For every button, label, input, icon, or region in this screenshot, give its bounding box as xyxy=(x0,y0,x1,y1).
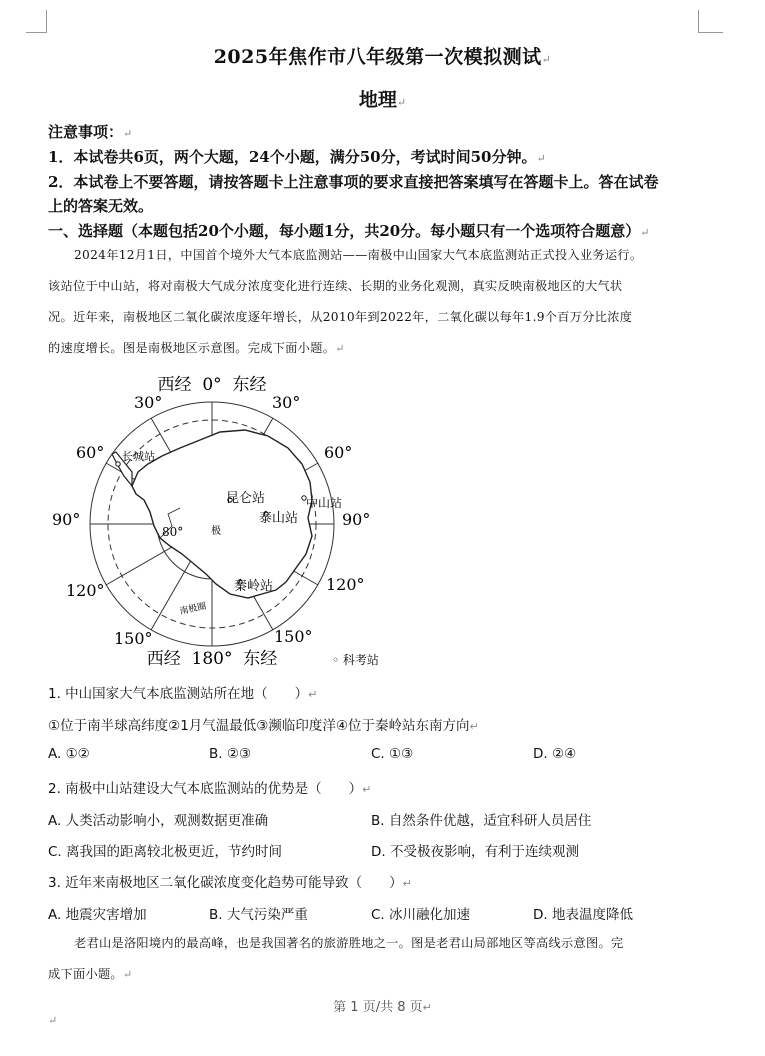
lon-120w-label: 120° xyxy=(66,581,105,600)
question-3-stem: 3. 近年来南极地区二氧化碳浓度变化趋势可能导致（ ）↵ xyxy=(48,875,412,891)
crop-mark-top-right xyxy=(698,10,723,33)
question-3-option-c[interactable]: C. 冰川融化加速 xyxy=(371,907,471,923)
passage-1-line-2: 该站位于中山站，将对南极大气成分浓度变化进行连续、长期的业务化观测，真实反映南极地区的大气状 xyxy=(48,279,623,293)
pole-label: 极 xyxy=(211,526,221,537)
lon-90e-label: 90° xyxy=(342,510,371,529)
lon-30w-label: 30° xyxy=(134,393,163,412)
lon-30e-label: 30° xyxy=(272,393,301,412)
section-1-heading: 一、选择题（本题包括20个小题，每小题1分，共20分。每小题只有一个选项符合题意）↵ xyxy=(48,222,650,240)
map-top-label: 西经 0° 东经 xyxy=(157,375,267,395)
map-bottom-label: 西经 180° 东经 xyxy=(146,649,278,669)
lon-150e-label: 150° xyxy=(274,627,313,646)
map-legend: ◦ 科考站 xyxy=(332,653,379,667)
question-1-option-c[interactable]: C. ①③ xyxy=(371,746,414,762)
zhongshan-station-label: 中山站 xyxy=(306,496,343,510)
page-number: 第 1 页/共 8 页↵ xyxy=(333,1000,432,1015)
qinling-station-label: 秦岭站 xyxy=(234,579,274,594)
question-2-option-d[interactable]: D. 不受极夜影响，有利于连续观测 xyxy=(371,844,579,860)
lon-90w-label: 90° xyxy=(52,510,81,529)
question-1-option-a[interactable]: A. ①② xyxy=(48,746,90,762)
taishan-station-label: 泰山站 xyxy=(259,511,299,526)
lon-120e-label: 120° xyxy=(326,575,365,594)
lon-150w-label: 150° xyxy=(114,629,153,648)
question-1-option-d[interactable]: D. ②④ xyxy=(533,746,577,762)
question-2-stem: 2. 南极中山站建设大气本底监测站的优势是（ ）↵ xyxy=(48,781,372,797)
notice-heading: 注意事项：↵ xyxy=(48,123,133,141)
passage-1-line-4: 的速度增长。图是南极地区示意图。完成下面小题。↵ xyxy=(48,341,345,355)
passage-2-line-2: 成下面小题。↵ xyxy=(48,967,133,981)
paragraph-mark: ↵ xyxy=(48,1014,58,1027)
lon-60e-label: 60° xyxy=(324,443,353,462)
question-3-option-b[interactable]: B. 大气污染严重 xyxy=(209,907,308,923)
passage-1-line-3: 况。近年来，南极地区二氧化碳浓度逐年增长，从2010年到2022年，二氧化碳以每年1.9个百万分比浓度 xyxy=(48,310,633,324)
question-2-option-b[interactable]: B. 自然条件优越，适宜科研人员居住 xyxy=(371,813,592,829)
exam-subject: 地理↵ xyxy=(358,89,407,111)
lon-60w-label: 60° xyxy=(76,443,105,462)
question-3-option-d[interactable]: D. 地表温度降低 xyxy=(533,907,633,923)
question-1-stem: 1. 中山国家大气本底监测站所在地（ ）↵ xyxy=(48,686,318,702)
question-3-option-a[interactable]: A. 地震灾害增加 xyxy=(48,907,147,923)
crop-mark-top-left xyxy=(26,10,47,33)
exam-title: 2025年焦作市八年级第一次模拟测试↵ xyxy=(213,46,552,68)
kunlun-station-label: 昆仑站 xyxy=(226,491,266,506)
notice-item-2-line-2: 上的答案无效。 xyxy=(48,197,154,215)
question-2-option-a[interactable]: A. 人类活动影响小，观测数据更准确 xyxy=(48,813,269,829)
notice-item-2-line-1: 2．本试卷上不要答题，请按答题卡上注意事项的要求直接把答案填写在答题卡上。答在试卷 xyxy=(48,173,659,191)
notice-item-1: 1．本试卷共6页，两个大题，24个小题，满分50分，考试时间50分钟。↵ xyxy=(48,148,546,166)
question-1-option-b[interactable]: B. ②③ xyxy=(209,746,252,762)
passage-2-line-1: 老君山是洛阳境内的最高峰，也是我国著名的旅游胜地之一。图是老君山局部地区等高线示意图。完 xyxy=(74,936,624,950)
passage-1-line-1: 2024年12月1日，中国首个境外大气本底监测站——南极中山国家大气本底监测站正式投入业务运行。 xyxy=(74,248,643,262)
changcheng-station-label: 长城站 xyxy=(122,450,155,463)
lat-80-label: 80° xyxy=(162,525,184,539)
changcheng-station-marker xyxy=(116,462,120,466)
question-1-statements: ①位于南半球高纬度②1月气温最低③濒临印度洋④位于秦岭站东南方向↵ xyxy=(48,718,479,734)
antarctica-map xyxy=(40,368,410,673)
question-2-option-c[interactable]: C. 离我国的距离较北极更近，节约时间 xyxy=(48,844,283,860)
antarctic-circle-label: 南极圈 xyxy=(178,601,208,618)
